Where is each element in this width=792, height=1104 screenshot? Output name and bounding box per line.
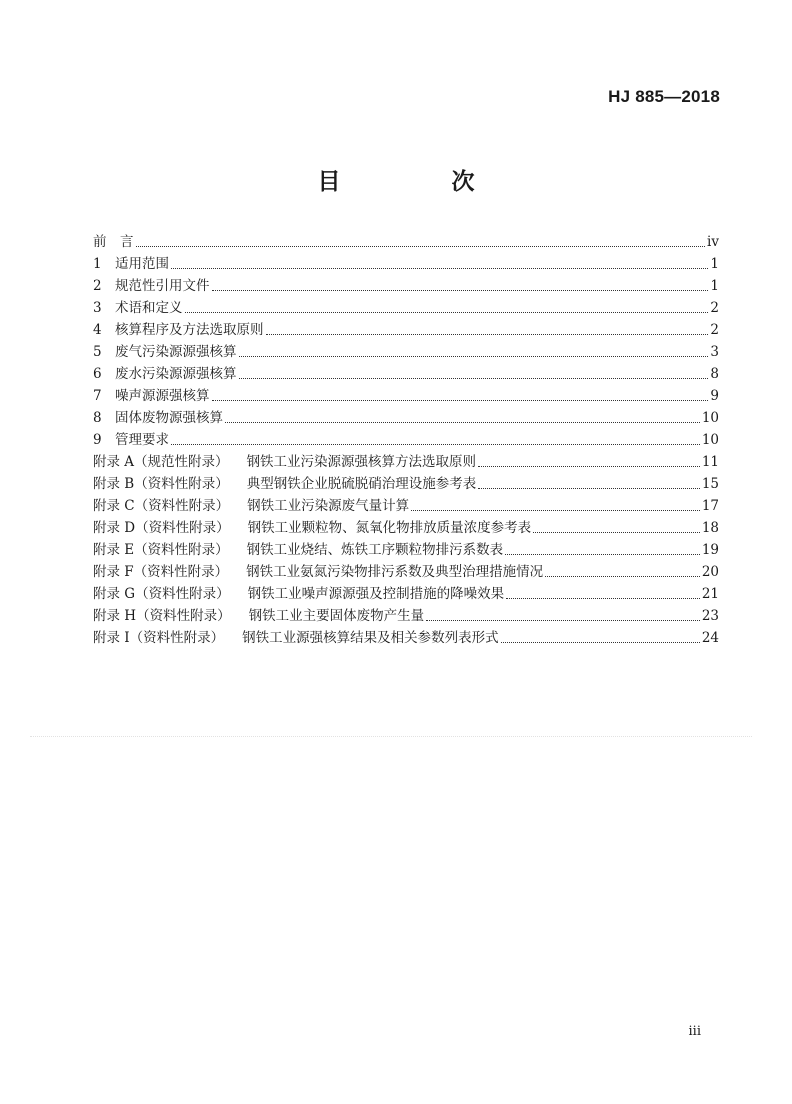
- appendix-page: 17: [701, 498, 719, 514]
- toc-entry-page: 9: [710, 388, 719, 404]
- toc-entry[interactable]: [93, 427, 719, 449]
- toc-entry-number: 3: [93, 300, 102, 316]
- appendix-label: 附录 C（资料性附录）: [93, 498, 230, 514]
- appendix-page: 11: [701, 454, 719, 470]
- appendix-title: 钢铁工业噪声源源强及控制措施的降噪效果: [247, 586, 505, 602]
- toc-entry-number: 6: [93, 366, 102, 382]
- toc-entry-number: 8: [93, 410, 102, 426]
- toc-entry-page: 8: [710, 366, 719, 382]
- toc-entry-number: 7: [93, 388, 102, 404]
- toc-entry[interactable]: [93, 251, 719, 273]
- toc-leader-dots: [239, 356, 709, 357]
- appendix-page: 15: [701, 476, 719, 492]
- toc-entry-page: iv: [707, 234, 719, 250]
- appendix-page: 21: [701, 586, 719, 602]
- toc-entry-page: 1: [710, 256, 719, 272]
- toc-entry[interactable]: [93, 361, 719, 383]
- toc-entry-label: 核算程序及方法选取原则: [115, 322, 264, 338]
- appendix-label: 附录 B（资料性附录）: [93, 476, 229, 492]
- toc-leader-dots: [506, 598, 700, 599]
- toc-leader-dots: [185, 312, 709, 313]
- appendix-label: 附录 E（资料性附录）: [93, 542, 229, 558]
- appendix-label: 附录 F（资料性附录）: [93, 564, 229, 580]
- appendix-page: 19: [701, 542, 719, 558]
- toc-entry-page: 1: [710, 278, 719, 294]
- appendix-title: 钢铁工业主要固体废物产生量: [248, 608, 425, 624]
- toc-chapters: [93, 229, 719, 449]
- toc-appendix-entry[interactable]: [93, 493, 719, 515]
- toc-entry-label: 管理要求: [115, 432, 169, 448]
- page-number: iii: [688, 1024, 701, 1039]
- appendix-label: 附录 D（资料性附录）: [93, 520, 230, 536]
- toc-entry[interactable]: [93, 405, 719, 427]
- appendix-page: 24: [701, 630, 719, 646]
- toc-leader-dots: [266, 334, 709, 335]
- toc-entry-number: 1: [93, 256, 102, 272]
- appendix-page: 20: [701, 564, 719, 580]
- toc-entry-number: 4: [93, 322, 102, 338]
- toc-entry-page: 2: [710, 300, 719, 316]
- toc-leader-dots: [171, 444, 700, 445]
- appendix-title: 钢铁工业源强核算结果及相关参数列表形式: [242, 630, 499, 646]
- toc-appendix-entry[interactable]: [93, 559, 719, 581]
- page-title: 目 次: [317, 169, 519, 195]
- toc-entry[interactable]: [93, 339, 719, 361]
- toc-entry[interactable]: [93, 383, 719, 405]
- toc-appendices: [93, 449, 719, 647]
- appendix-page: 18: [701, 520, 719, 536]
- scan-artifact-line: [30, 736, 752, 737]
- appendix-page: 23: [701, 608, 719, 624]
- toc-entry-label: 术语和定义: [115, 300, 183, 316]
- toc-appendix-entry[interactable]: [93, 537, 719, 559]
- toc-leader-dots: [212, 290, 709, 291]
- toc-leader-dots: [545, 576, 700, 577]
- appendix-title: 钢铁工业污染源废气量计算: [247, 498, 410, 514]
- toc-appendix-entry[interactable]: [93, 515, 719, 537]
- toc-leader-dots: [136, 246, 706, 247]
- toc-entry[interactable]: [93, 273, 719, 295]
- standard-code: HJ 885—2018: [608, 87, 720, 106]
- toc-leader-dots: [239, 378, 709, 379]
- toc-entry-label: 废水污染源源强核算: [115, 366, 237, 382]
- toc-entry-page: 2: [710, 322, 719, 338]
- toc-entry-number: 2: [93, 278, 102, 294]
- appendix-title: 钢铁工业氨氮污染物排污系数及典型治理措施情况: [246, 564, 544, 580]
- toc-leader-dots: [478, 488, 700, 489]
- toc-appendix-entry[interactable]: [93, 449, 719, 471]
- appendix-title: 钢铁工业颗粒物、氮氧化物排放质量浓度参考表: [247, 520, 532, 536]
- toc-leader-dots: [426, 620, 700, 621]
- table-of-contents: [93, 229, 719, 647]
- toc-appendix-entry[interactable]: [93, 471, 719, 493]
- appendix-label: 附录 I（资料性附录）: [93, 630, 225, 646]
- toc-entry-label: 规范性引用文件: [115, 278, 210, 294]
- toc-entry-label: 适用范围: [115, 256, 169, 272]
- toc-entry[interactable]: [93, 317, 719, 339]
- toc-entry[interactable]: [93, 229, 719, 251]
- toc-leader-dots: [212, 400, 709, 401]
- toc-entry-number: 5: [93, 344, 102, 360]
- toc-leader-dots: [501, 642, 700, 643]
- toc-appendix-entry[interactable]: [93, 603, 719, 625]
- toc-entry[interactable]: [93, 295, 719, 317]
- toc-entry-page: 10: [701, 410, 719, 426]
- toc-leader-dots: [505, 554, 700, 555]
- toc-entry-label: 噪声源源强核算: [115, 388, 210, 404]
- toc-entry-number: 9: [93, 432, 102, 448]
- toc-entry-page: 10: [701, 432, 719, 448]
- appendix-label: 附录 H（资料性附录）: [93, 608, 231, 624]
- toc-leader-dots: [171, 268, 708, 269]
- appendix-label: 附录 A（规范性附录）: [93, 454, 229, 470]
- toc-leader-dots: [225, 422, 700, 423]
- toc-entry-page: 3: [710, 344, 719, 360]
- toc-appendix-entry[interactable]: [93, 581, 719, 603]
- toc-leader-dots: [478, 466, 700, 467]
- appendix-title: 钢铁工业烧结、炼铁工序颗粒物排污系数表: [246, 542, 504, 558]
- appendix-label: 附录 G（资料性附录）: [93, 586, 230, 602]
- toc-leader-dots: [411, 510, 700, 511]
- appendix-title: 典型钢铁企业脱硫脱硝治理设施参考表: [246, 476, 477, 492]
- toc-entry-label: 前 言: [93, 234, 134, 250]
- toc-appendix-entry[interactable]: [93, 625, 719, 647]
- toc-leader-dots: [533, 532, 700, 533]
- toc-entry-label: 固体废物源强核算: [115, 410, 223, 426]
- appendix-title: 钢铁工业污染源源强核算方法选取原则: [246, 454, 477, 470]
- toc-entry-label: 废气污染源源强核算: [115, 344, 237, 360]
